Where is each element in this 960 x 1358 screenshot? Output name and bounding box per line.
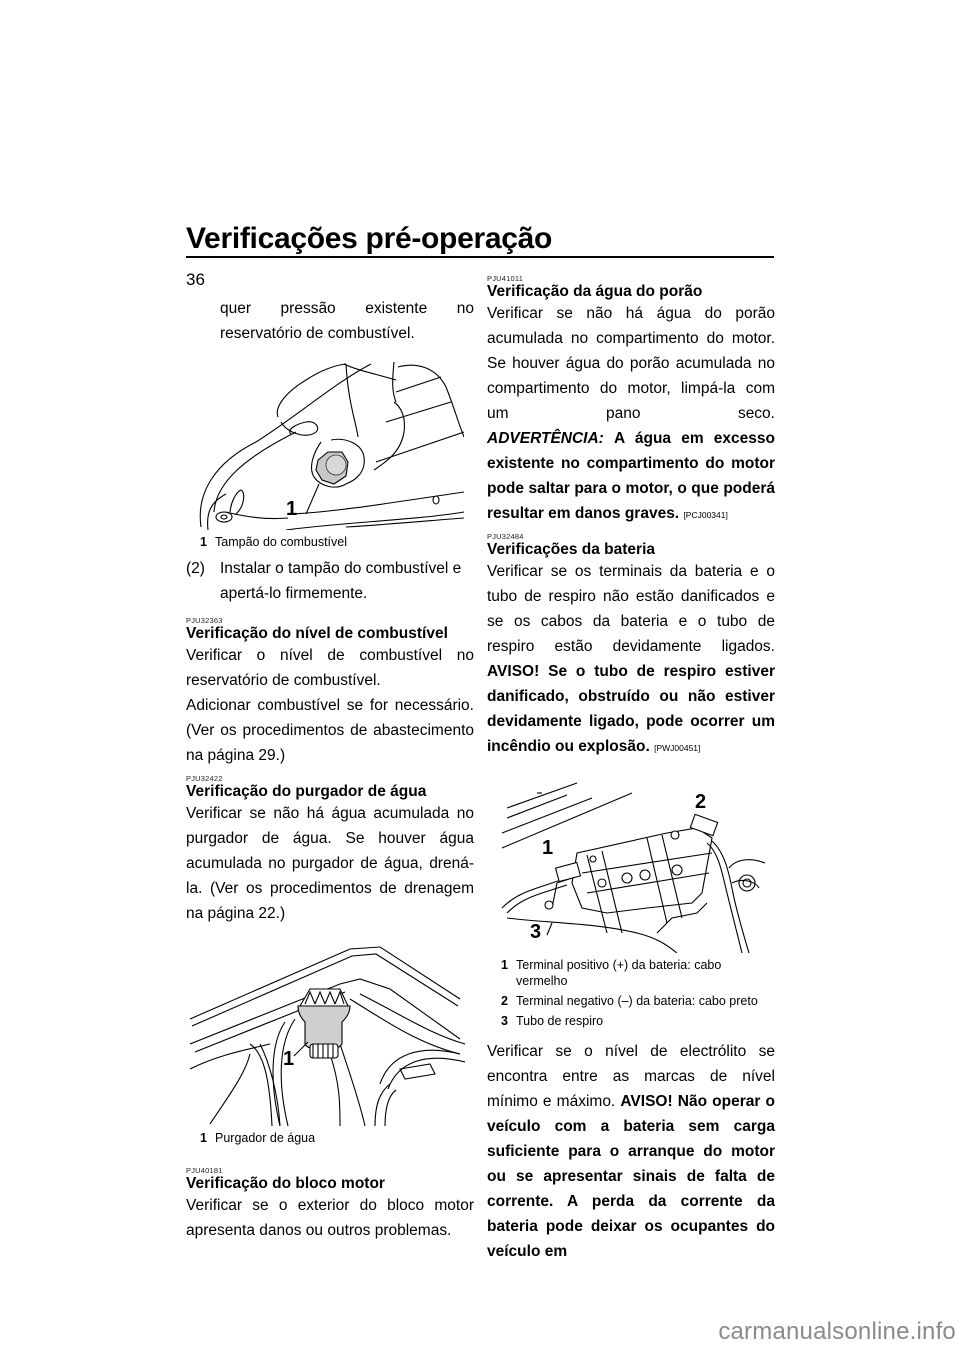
warning-text: A água em excesso existente no compartimento do motor pode saltar para o motor, o que poderá resultar em danos graves. xyxy=(487,430,776,522)
water-separator-illustration xyxy=(190,944,470,1126)
paragraph-text: Verificar se o nível de electrólito se encontra entre as marcas de nível mínimo e máximo. xyxy=(487,1043,775,1110)
caption-number: 2 xyxy=(501,994,508,1008)
section-heading: Verificação do bloco motor xyxy=(186,1175,385,1192)
section-heading: Verificações da bateria xyxy=(487,541,656,558)
figure-caption xyxy=(501,957,775,989)
figure-callout: 1 xyxy=(283,1048,295,1070)
fuel-cap-illustration xyxy=(196,362,464,530)
section-paragraph: Verificar se não há água do porão acumulada no compartimento do motor. Se houver água do porão acumulada no compartimento do motor, limpá-la com um pano seco. xyxy=(487,305,775,422)
figure-callout-3: 3 xyxy=(530,921,542,943)
right-column xyxy=(487,274,775,1264)
caption-number: 1 xyxy=(200,1131,207,1145)
figure-caption xyxy=(501,993,775,1009)
notice-text: Não operar o veículo com a bateria sem carga suficiente para o arranque do motor ou se apresentar sinais de falta de corrente. A perda da corrente da bateria pode deixar os ocupantes do veículo em xyxy=(487,1093,775,1260)
section-code: PJU41011 xyxy=(487,274,524,283)
figure-water-separator xyxy=(190,944,470,1126)
figure-caption xyxy=(200,1130,474,1146)
step-item xyxy=(186,556,474,606)
caption-text: Tubo de respiro xyxy=(516,1014,604,1028)
intro-continuation: quer pressão existente no reservatório de combustível. xyxy=(220,300,474,342)
section-paragraph: Verificar o nível de combustível no reservatório de combustível. xyxy=(186,647,474,689)
section-paragraph xyxy=(487,559,775,761)
caption-text: Purgador de água xyxy=(215,1131,316,1145)
figure-callout-1: 1 xyxy=(542,837,554,859)
notice-text: Se o tubo de respiro estiver danificado, obstruído ou não estiver devidamente ligado, pode ocorrer um incêndio ou explosão. xyxy=(487,663,775,755)
step-number: (2) xyxy=(186,560,205,577)
page-title: Verificações pré-operação xyxy=(186,222,553,255)
figure-caption xyxy=(200,534,474,550)
paragraph-text: Verificar se os terminais da bateria e o tubo de respiro não estão danificados e se os cabos da bateria e o tubo de respiro estão devidamente ligados. xyxy=(487,563,775,655)
page-number: 36 xyxy=(186,270,205,289)
section-code: PJU40181 xyxy=(186,1166,223,1175)
title-underline xyxy=(186,256,774,258)
section-paragraph xyxy=(487,1039,775,1264)
section-code: PJU32484 xyxy=(487,532,524,541)
left-column xyxy=(186,296,474,1243)
section-paragraph: Adicionar combustível se for necessário. (Ver os procedimentos de abastecimento na página 29.) xyxy=(186,697,474,764)
figure-callout: 1 xyxy=(286,498,298,520)
caption-text: Terminal negativo (–) da bateria: cabo preto xyxy=(516,994,758,1008)
section-heading: Verificação do nível de combustível xyxy=(186,625,448,642)
notice-label: AVISO! xyxy=(487,663,540,680)
section-code: PJU32422 xyxy=(186,774,223,783)
section-paragraph: Verificar se não há água acumulada no purgador de água. Se houver água acumulada no purgador de água, drená-la. (Ver os procedimentos de drenagem na página 22.) xyxy=(186,805,474,922)
figure-callout-2: 2 xyxy=(695,791,707,813)
caption-number: 3 xyxy=(501,1014,508,1028)
warning-block xyxy=(487,426,775,528)
figure-caption xyxy=(501,1013,775,1029)
step-text: Instalar o tampão do combustível e apertá-lo firmemente. xyxy=(220,560,462,602)
caption-number: 1 xyxy=(501,958,508,972)
section-paragraph: Verificar se o exterior do bloco motor apresenta danos ou outros problemas. xyxy=(186,1197,474,1239)
section-heading: Verificação da água do porão xyxy=(487,283,703,300)
caption-text: Terminal positivo (+) da bateria: cabo vermelho xyxy=(516,958,722,988)
figure-fuel-cap xyxy=(196,362,464,530)
caption-number: 1 xyxy=(200,535,207,549)
caption-text: Tampão do combustível xyxy=(215,535,348,549)
section-code: PJU32363 xyxy=(186,616,223,625)
warning-reference: [PCJ00341] xyxy=(683,510,728,520)
section-heading: Verificação do purgador de água xyxy=(186,783,427,800)
warning-label: ADVERTÊNCIA: xyxy=(487,430,604,447)
notice-label: AVISO! xyxy=(620,1093,673,1110)
watermark: carmanualsonline.info xyxy=(718,1318,956,1345)
figure-battery xyxy=(497,773,765,953)
notice-reference: [PWJ00451] xyxy=(654,743,701,753)
